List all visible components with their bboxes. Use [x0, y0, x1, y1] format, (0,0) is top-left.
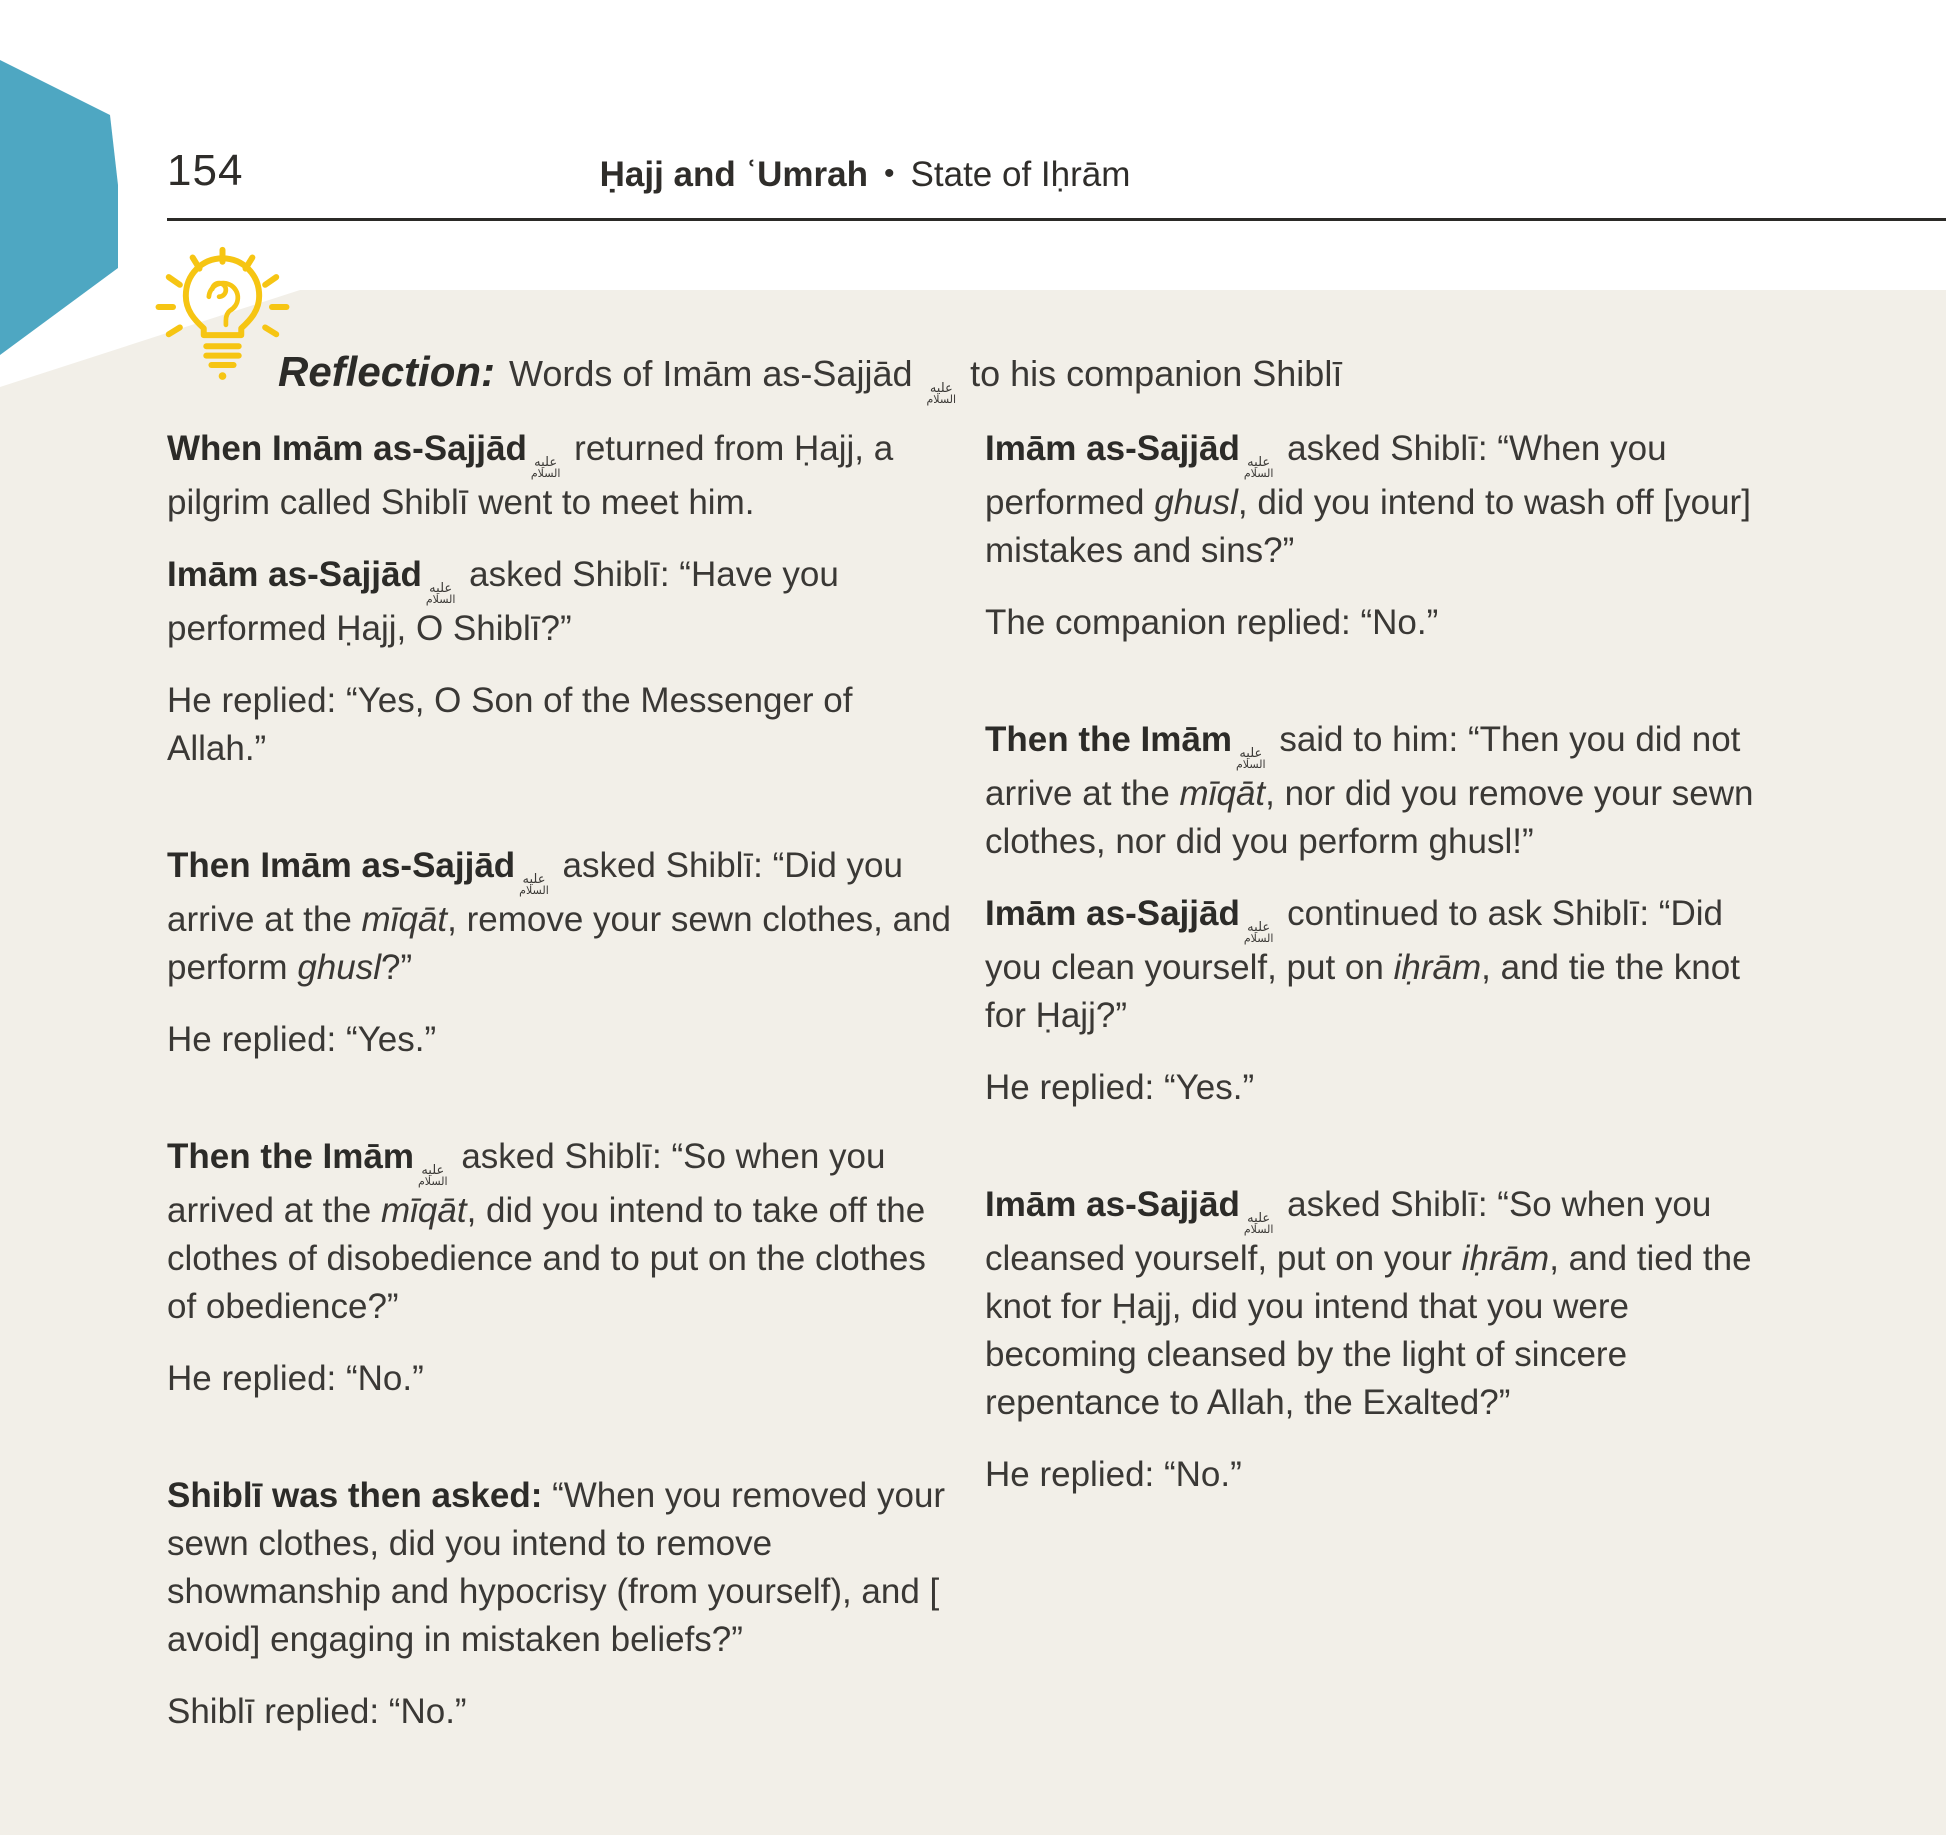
dialogue-paragraph: Shiblī replied: “No.” — [167, 1692, 467, 1731]
dialogue-paragraph: Then the Imām عليه السلام said to him: “Then you did not arrive at the mīqāt, nor did you remove your sewn clothes, nor did you perform ghusl!” — [985, 720, 1754, 861]
alayhis-salam-honorific-icon: عليه السلام — [926, 381, 957, 406]
dialogue-paragraph: He replied: “No.” — [167, 1359, 424, 1398]
dialogue-paragraph: The companion replied: “No.” — [985, 603, 1439, 642]
reflection-label: Reflection: — [278, 348, 496, 395]
alayhis-salam-honorific-icon: عليه السلام — [1243, 1211, 1274, 1236]
alayhis-salam-honorific-icon: عليه السلام — [425, 581, 456, 606]
header-rule-divider — [167, 218, 1946, 221]
alayhis-salam-honorific-icon: عليه السلام — [417, 1163, 448, 1188]
running-header — [430, 155, 1300, 195]
alayhis-salam-honorific-icon: عليه السلام — [519, 872, 549, 897]
alayhis-salam-honorific-icon: عليه السلام — [1235, 746, 1266, 771]
reflection-heading — [278, 348, 1342, 405]
teal-accent-shape — [0, 0, 118, 360]
dialogue-paragraph: Then Imām as-Sajjād عليه السلام asked Shiblī: “Did you arrive at the mīqāt, remove your sewn clothes, and perform ghusl?” — [167, 846, 952, 987]
dialogue-paragraph: He replied: “Yes.” — [167, 1020, 437, 1059]
dialogue-paragraph: He replied: “Yes, O Son of the Messenger of Allah.” — [167, 681, 853, 768]
lightbulb-idea-icon — [150, 238, 295, 393]
dialogue-paragraph: Imām as-Sajjād عليه السلام continued to ask Shiblī: “Did you clean yourself, put on iḥrām, and tie the knot for Ḥajj?” — [985, 894, 1740, 1035]
dialogue-paragraph: Imām as-Sajjād عليه السلام asked Shiblī: “When you performed ghusl, did you intend to wash off [your] mistakes and sins?” — [985, 429, 1751, 570]
header-title-bold: Ḥajj and ʿUmrah — [599, 155, 869, 194]
reflection-intro: Words of Imām as-Sajjād عليه السلام to his companion Shiblī — [509, 353, 1343, 406]
header-title-regular: State of Iḥrām — [910, 155, 1131, 194]
page-number: 154 — [167, 146, 244, 195]
dialogue-paragraph: He replied: “No.” — [985, 1455, 1242, 1494]
dialogue-paragraph: Imām as-Sajjād عليه السلام asked Shiblī: “So when you cleansed yourself, put on your iḥrām, and tied the knot for Ḥajj, did you intend that you were becoming cleansed by the light of sincere repentance to Allah, the Exalted?” — [985, 1185, 1752, 1422]
dialogue-paragraph: Then the Imām عليه السلام asked Shiblī: “So when you arrived at the mīqāt, did you intend to take off the clothes of disobedience and to put on the clothes of obedience?” — [167, 1137, 926, 1326]
header-separator-bullet: • — [884, 157, 895, 190]
dialogue-paragraph: Imām as-Sajjād عليه السلام asked Shiblī: “Have you performed Ḥajj, O Shiblī?” — [167, 555, 839, 648]
left-text-column — [167, 425, 955, 1736]
dialogue-paragraph: Shiblī was then asked: “When you removed your sewn clothes, did you intend to remove showmanship and hypocrisy (from yourself), and [ avoid] engaging in mistaken beliefs?” — [167, 1476, 946, 1659]
alayhis-salam-honorific-icon: عليه السلام — [1243, 455, 1274, 480]
right-text-column — [985, 425, 1773, 1499]
alayhis-salam-honorific-icon: عليه السلام — [1243, 920, 1274, 945]
alayhis-salam-honorific-icon: عليه السلام — [530, 455, 561, 480]
dialogue-paragraph: He replied: “Yes.” — [985, 1068, 1255, 1107]
dialogue-paragraph: When Imām as-Sajjād عليه السلام returned from Ḥajj, a pilgrim called Shiblī went to meet him. — [167, 429, 894, 522]
